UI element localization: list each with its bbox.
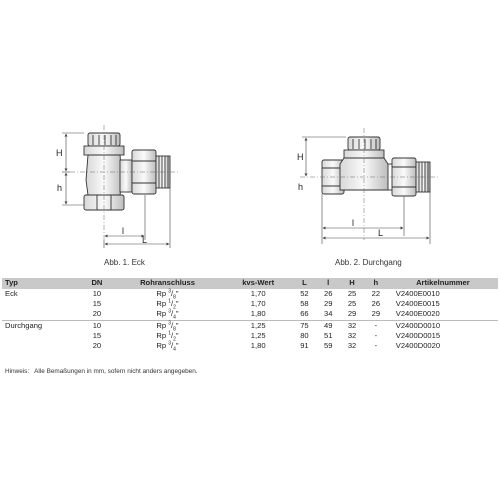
header-L: L [293,278,317,289]
cell-L: 75 [293,320,317,331]
cell-l: 26 [324,289,333,298]
fig2-dim-H: H [297,152,304,162]
cell-rohranschluss: Rp $^3/_8$" [111,320,224,331]
header-h: h [364,278,388,289]
cell-h: 29 [371,309,381,319]
fig1-dim-h: h [57,183,63,193]
header-artikelnummer: Artikelnummer [388,278,498,289]
cell-l: 29 [324,299,333,309]
fig1-dim-L: L [142,235,148,245]
cell-typ: Durchgang [2,320,83,331]
cell-L: 66 [300,309,309,319]
cell-l: 49 [316,320,340,331]
header-rohranschluss: Rohranschluss [111,278,224,289]
cell-artikelnummer: V2400D0010 [388,320,498,331]
cell-h: - [374,330,378,340]
cell-typ [2,299,83,309]
header-dn: DN [83,278,112,289]
cell-kvs: 1,70 [250,299,266,309]
table-row [2,320,498,331]
footnote [5,368,198,375]
cell-typ [2,309,83,320]
cell-kvs: 1,25 [250,330,266,340]
header-kvs: kvs-Wert [224,278,293,289]
cell-artikelnummer: V2400E0020 [395,309,440,319]
fig1-dim-H: H [56,148,63,158]
cell-h: - [364,320,388,331]
cell-rohranschluss: Rp $^1/_2$" [156,330,179,343]
cell-rohranschluss: Rp $^1/_2$" [156,298,179,311]
cell-typ [2,341,83,351]
cell-dn: 20 [92,341,102,351]
table-row [2,331,498,341]
cell-h: - [374,341,378,351]
fig2-dim-h: h [298,182,304,192]
cell-typ [2,331,83,341]
cell-dn: 10 [92,289,102,298]
cell-L: 80 [300,330,309,340]
table-row [2,341,498,351]
cell-H: 25 [347,289,357,298]
fig2-dim-L: L [378,228,384,238]
table-header-row [2,278,498,289]
cell-dn: 15 [92,299,102,309]
cell-dn: 10 [83,320,112,331]
cell-artikelnummer: V2400E0015 [395,299,440,309]
cell-rohranschluss: Rp $^3/_4$" [156,340,179,353]
cell-typ: Eck [5,289,18,298]
cell-artikelnummer: V2400D0020 [395,341,441,351]
cell-l: 59 [324,341,333,351]
table-row [2,299,498,309]
angle-valve-drawing [84,133,170,210]
footnote-text: Alle Bemaßungen in mm, sofern nicht anders angegeben. [34,368,198,375]
table-row [2,289,498,299]
cell-H: 25 [347,299,357,309]
table-row [2,309,498,320]
header-typ: Typ [2,278,83,289]
cell-kvs: 1,80 [250,341,266,351]
cell-kvs: 1,80 [250,309,266,319]
cell-dn: 15 [92,330,102,340]
cell-H: 32 [347,330,357,340]
cell-l: 34 [324,309,333,319]
cell-H: 32 [347,341,357,351]
spec-table [2,278,498,351]
cell-L: 58 [300,299,309,309]
straight-valve-drawing [322,137,430,196]
cell-h: 26 [371,299,381,309]
header-l: l [316,278,340,289]
cell-kvs: 1,70 [250,289,266,298]
cell-rohranschluss: Rp $^3/_4$" [156,308,179,321]
header-H: H [340,278,364,289]
cell-rohranschluss: Rp $^3/_8$" [156,288,179,301]
cell-H: 29 [347,309,357,319]
footnote-label: Hinweis: [5,368,30,375]
cell-artikelnummer: V2400E0010 [395,289,440,298]
cell-l: 51 [324,330,333,340]
cell-artikelnummer: V2400D0015 [395,330,441,340]
cell-L: 52 [300,289,309,298]
fig2-dim-l: l [352,218,354,228]
cell-L: 91 [300,341,309,351]
cell-dn: 20 [92,309,102,319]
cell-h: 22 [371,289,381,298]
fig2-caption: Abb. 2. Durchgang [335,258,402,267]
fig1-caption: Abb. 1. Eck [104,258,145,267]
fig1-dim-l: l [122,226,124,236]
cell-kvs: 1,25 [224,320,293,331]
cell-H: 32 [340,320,364,331]
